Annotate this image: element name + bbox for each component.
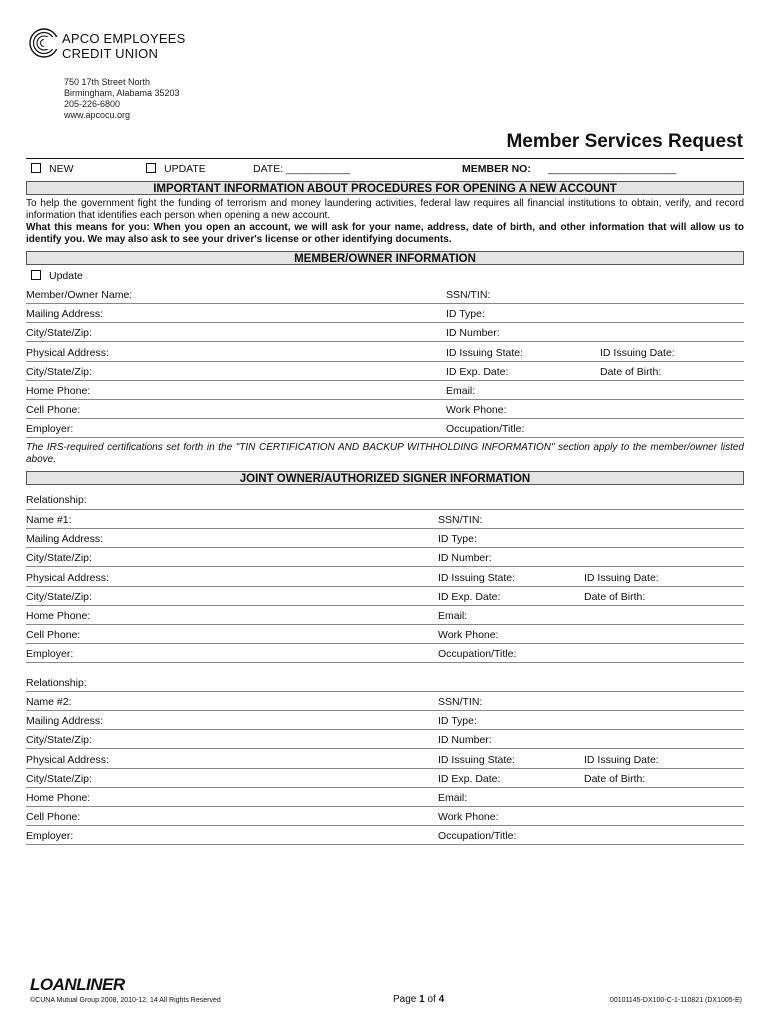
member-no-field[interactable]: ______________________	[548, 163, 677, 175]
field-label: Date of Birth:	[584, 772, 646, 785]
field-label: Home Phone:	[26, 792, 91, 804]
loanliner-logo: LOANLINER	[30, 975, 125, 994]
field-label: Home Phone:	[26, 385, 91, 397]
field-input-line[interactable]	[26, 380, 744, 381]
member-no-label: MEMBER NO:	[462, 163, 531, 175]
field-label: Mailing Address:	[26, 715, 104, 728]
field-label: SSN/TIN:	[438, 696, 483, 708]
field-label: ID Issuing State:	[438, 753, 516, 766]
field-label: ID Issuing Date:	[584, 571, 659, 584]
field-input-line[interactable]	[26, 710, 744, 711]
joint-owner-header: JOINT OWNER/AUTHORIZED SIGNER INFORMATION	[26, 471, 744, 485]
field-label: ID Number:	[438, 734, 492, 747]
field-label: Email:	[438, 792, 468, 804]
field-label: Email:	[438, 610, 468, 622]
field-input-line[interactable]	[26, 322, 744, 323]
field-label: Cell Phone:	[26, 811, 81, 824]
update-label: UPDATE	[164, 163, 206, 175]
copyright-text: ©CUNA Mutual Group 2008, 2010-12, 14 All Rights Reserved	[30, 997, 221, 1004]
field-label: Work Phone:	[438, 629, 499, 642]
field-input-line[interactable]	[26, 303, 744, 304]
org-address	[64, 77, 180, 121]
field-label: ID Number:	[438, 552, 492, 565]
field-label: ID Exp. Date:	[438, 590, 501, 603]
address-city: Birmingham, Alabama 35203	[64, 88, 180, 98]
field-label: Date of Birth:	[600, 365, 662, 378]
field-label: Employer:	[26, 830, 74, 843]
page-number: 1	[419, 994, 425, 1005]
field-label: ID Issuing Date:	[600, 346, 675, 359]
field-label: Employer:	[26, 423, 74, 436]
field-label: Occupation/Title:	[438, 648, 517, 661]
field-label: ID Issuing State:	[446, 346, 524, 359]
field-label: Physical Address:	[26, 753, 109, 766]
field-input-line[interactable]	[26, 844, 744, 845]
form-title: Member Services Request	[506, 131, 743, 152]
new-label: NEW	[49, 163, 74, 175]
address-website: www.apcocu.org	[64, 110, 131, 120]
field-label: City/State/Zip:	[26, 552, 92, 565]
important-info-text: To help the government fight the funding of terrorism and money laundering activities, federal law requires all financial institutions to obtain, verify, and record information that identifies each person when opening a new account.	[26, 198, 744, 221]
page-indicator	[393, 994, 444, 1005]
credit-union-logo-icon	[28, 27, 60, 59]
field-label: ID Issuing Date:	[584, 753, 659, 766]
field-input-line[interactable]	[26, 341, 744, 342]
field-input-line[interactable]	[26, 624, 744, 625]
relationship-2-label: Relationship:	[26, 677, 87, 689]
field-label: City/State/Zip:	[26, 327, 92, 340]
field-label: Work Phone:	[446, 404, 507, 417]
page-total: 4	[438, 994, 445, 1005]
field-input-line[interactable]	[26, 399, 744, 400]
relationship-1-label: Relationship:	[26, 494, 87, 506]
org-name	[62, 31, 185, 61]
field-label: Mailing Address:	[26, 308, 104, 321]
field-input-line[interactable]	[26, 361, 744, 362]
field-input-line[interactable]	[26, 787, 744, 788]
field-label: Physical Address:	[26, 571, 109, 584]
field-label: City/State/Zip:	[26, 772, 92, 785]
field-input-line[interactable]	[26, 418, 744, 419]
field-label: Date of Birth:	[584, 590, 646, 603]
field-label: Occupation/Title:	[446, 423, 525, 436]
field-label: Work Phone:	[438, 811, 499, 824]
address-phone: 205-226-6800	[64, 99, 121, 109]
field-label: Cell Phone:	[26, 404, 81, 417]
field-label: City/State/Zip:	[26, 590, 92, 603]
field-input-line[interactable]	[26, 528, 744, 529]
field-input-line[interactable]	[26, 825, 744, 826]
update-option[interactable]	[146, 163, 206, 175]
address-street: 750 17th Street North	[64, 77, 151, 87]
field-input-line[interactable]	[26, 768, 744, 769]
field-label: ID Type:	[438, 533, 477, 546]
field-label: Name #1:	[26, 514, 72, 526]
member-update-label: Update	[49, 270, 83, 282]
field-label: Email:	[446, 385, 476, 397]
field-input-line[interactable]	[26, 748, 744, 749]
field-input-line[interactable]	[26, 566, 744, 567]
page-prefix: Page	[393, 994, 420, 1005]
org-name-line1: APCO EMPLOYEES	[62, 31, 186, 46]
field-input-line[interactable]	[26, 643, 744, 644]
field-label: Member/Owner Name:	[26, 289, 133, 301]
new-checkbox[interactable]	[31, 163, 41, 173]
member-update-option[interactable]	[31, 270, 83, 282]
field-label: Cell Phone:	[26, 629, 81, 642]
field-label: SSN/TIN:	[446, 289, 491, 301]
field-label: Name #2:	[26, 696, 72, 708]
field-label: SSN/TIN:	[438, 514, 483, 526]
page-of: of	[424, 994, 439, 1005]
field-input-line[interactable]	[26, 437, 744, 438]
field-input-line[interactable]	[26, 586, 744, 587]
field-label: Occupation/Title:	[438, 830, 517, 843]
date-field[interactable]: DATE: ___________	[253, 163, 351, 175]
irs-certification-note: The IRS-required certifications set forth in the "TIN CERTIFICATION AND BACKUP WITHHOLDING INFORMATION" section apply to the member/owner listed above.	[26, 442, 744, 465]
field-label: ID Exp. Date:	[438, 772, 501, 785]
field-label: City/State/Zip:	[26, 365, 92, 378]
field-input-line[interactable]	[26, 806, 744, 807]
field-label: Physical Address:	[26, 346, 109, 359]
field-input-line[interactable]	[26, 547, 744, 548]
field-label: ID Type:	[446, 308, 485, 321]
important-info-meaning: What this means for you: When you open an account, we will ask for your name, address, date of birth, and other information that will allow us to identify you. We may also ask to see your driver's license or other identifying documents.	[26, 222, 744, 245]
field-input-line[interactable]	[26, 605, 744, 606]
field-label: ID Type:	[438, 715, 477, 728]
form-code: 00101145-DX100-C-1-110821 (DX1005-E)	[609, 997, 742, 1004]
member-owner-header: MEMBER/OWNER INFORMATION	[26, 251, 744, 265]
field-input-line[interactable]	[26, 729, 744, 730]
field-label: City/State/Zip:	[26, 734, 92, 747]
field-label: ID Exp. Date:	[446, 365, 509, 378]
field-input-line[interactable]	[26, 662, 744, 663]
new-option[interactable]	[31, 163, 74, 175]
field-label: Employer:	[26, 648, 74, 661]
org-name-line2: CREDIT UNION	[62, 46, 159, 61]
field-label: Mailing Address:	[26, 533, 104, 546]
field-label: Home Phone:	[26, 610, 91, 622]
member-update-checkbox[interactable]	[31, 270, 41, 280]
important-info-header: IMPORTANT INFORMATION ABOUT PROCEDURES FOR OPENING A NEW ACCOUNT	[26, 181, 744, 195]
update-checkbox[interactable]	[146, 163, 156, 173]
field-label: ID Number:	[446, 327, 500, 340]
field-label: ID Issuing State:	[438, 571, 516, 584]
